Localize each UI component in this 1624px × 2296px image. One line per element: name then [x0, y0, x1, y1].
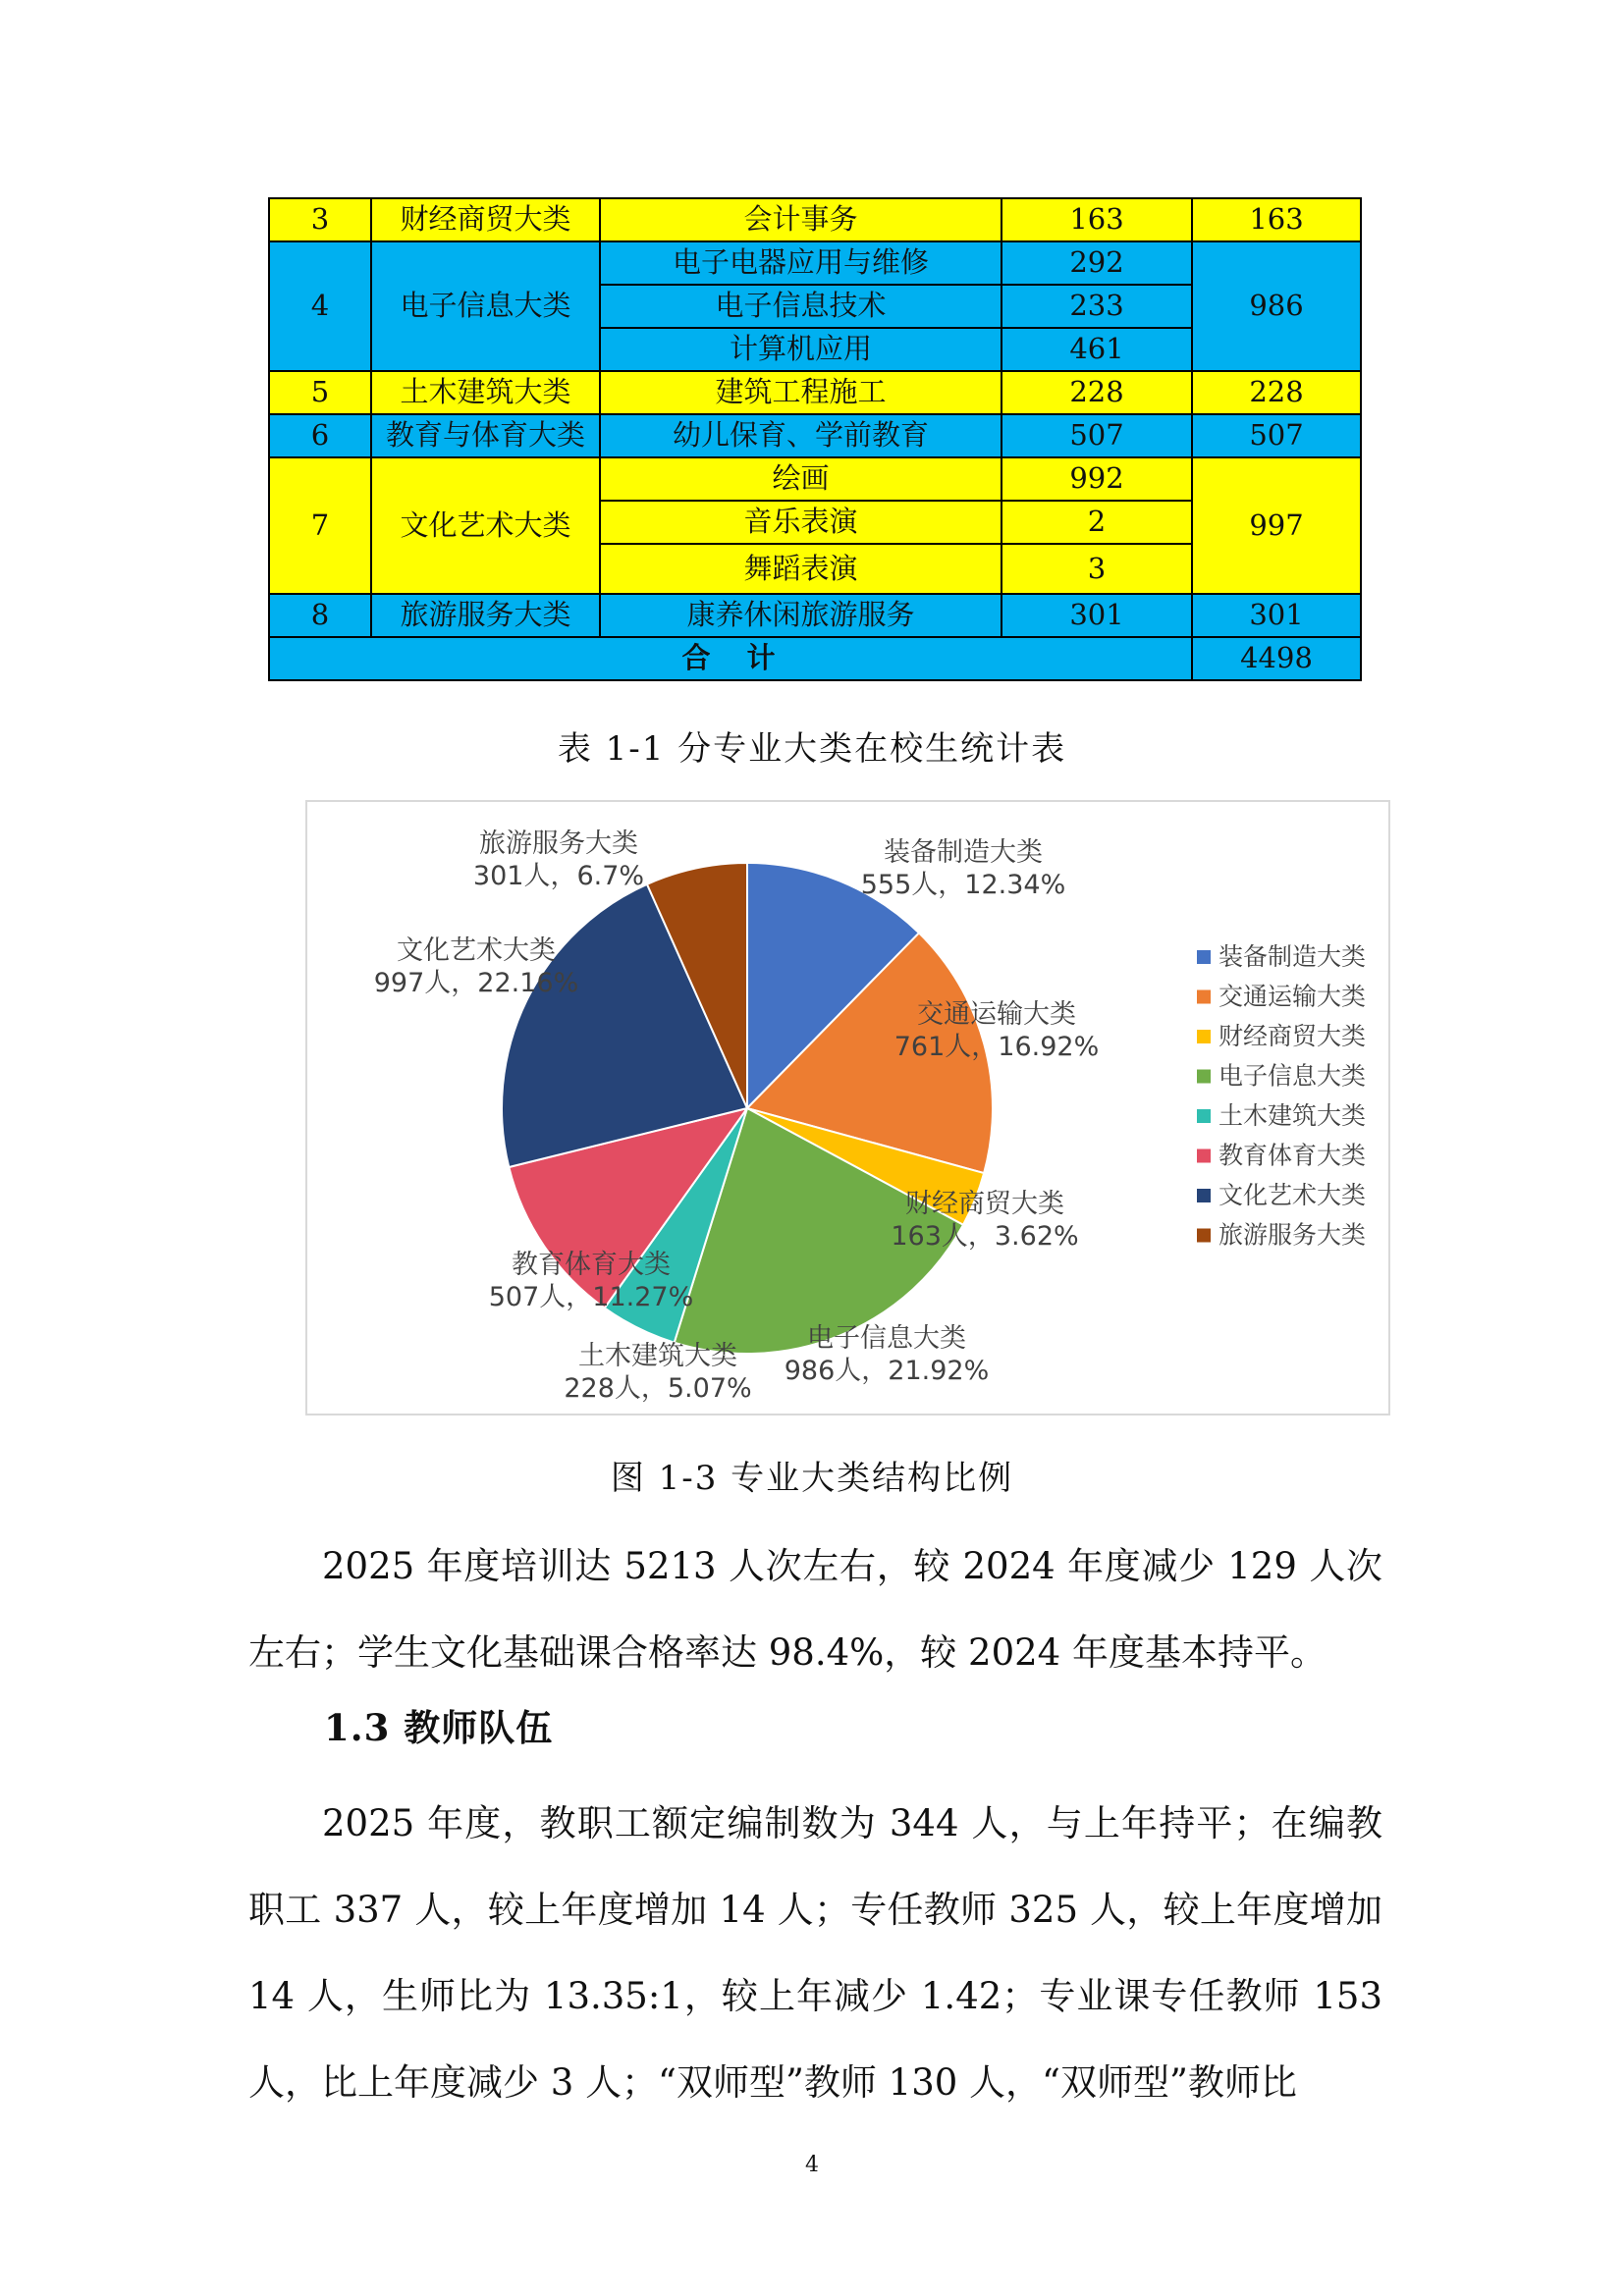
- cell-category-total: 986: [1192, 241, 1361, 371]
- cell-count: 461: [1001, 328, 1192, 371]
- enrollment-table: [268, 197, 1362, 681]
- cell-category-total: 163: [1192, 198, 1361, 241]
- data-label-value: 228人，5.07%: [564, 1373, 752, 1404]
- table-row: [269, 414, 1361, 457]
- table-caption: 表 1-1 分专业大类在校生统计表: [557, 729, 1067, 769]
- cell-count: 163: [1001, 198, 1192, 241]
- cell-count: 292: [1001, 241, 1192, 285]
- data-label-value: 986人，21.92%: [784, 1356, 990, 1386]
- cell-major: 幼儿保育、学前教育: [600, 414, 1001, 457]
- legend-swatch: [1197, 950, 1211, 964]
- legend-swatch: [1197, 1070, 1211, 1084]
- cell-major: 电子电器应用与维修: [600, 241, 1001, 285]
- paragraph-teachers: 2025 年度，教职工额定编制数为 344 人，与上年持平；在编教职工 337 人，较上年度增加 14 人；专任教师 325 人，较上年度增加 14 人，生师比为 13.35:1，较上年减少 1.42；专业课专任教师 153 人，比上年度减少 3 人；“双师型”教师 130 人，“双师型”教师比: [248, 1802, 1382, 2104]
- cell-category: 财经商贸大类: [371, 198, 600, 241]
- cell-category-total: 507: [1192, 414, 1361, 457]
- cell-category: 文化艺术大类: [371, 457, 600, 594]
- cell-number: 6: [269, 414, 371, 457]
- paragraph-training: 2025 年度培训达 5213 人次左右，较 2024 年度减少 129 人次左右；学生文化基础课合格率达 98.4%，较 2024 年度基本持平。: [248, 1545, 1382, 1674]
- cell-number: 7: [269, 457, 371, 594]
- cell-count: 3: [1001, 544, 1192, 594]
- data-label-category: 装备制造大类: [884, 837, 1043, 868]
- legend-label: 土木建筑大类: [1218, 1101, 1367, 1130]
- table-row: [269, 457, 1361, 501]
- legend-swatch: [1197, 1109, 1211, 1123]
- cell-category: 教育与体育大类: [371, 414, 600, 457]
- cell-major: 音乐表演: [600, 501, 1001, 544]
- legend-label: 财经商贸大类: [1218, 1022, 1367, 1050]
- data-label-category: 旅游服务大类: [479, 828, 638, 859]
- chart-caption: 图 1-3 专业大类结构比例: [610, 1459, 1014, 1498]
- data-label-value: 997人，22.16%: [373, 968, 579, 998]
- cell-major: 绘画: [600, 457, 1001, 501]
- data-label-category: 文化艺术大类: [397, 935, 556, 966]
- legend-swatch: [1197, 1189, 1211, 1202]
- cell-major: 舞蹈表演: [600, 544, 1001, 594]
- cell-major: 建筑工程施工: [600, 371, 1001, 414]
- cell-number: 3: [269, 198, 371, 241]
- cell-count: 233: [1001, 285, 1192, 328]
- cell-major: 电子信息技术: [600, 285, 1001, 328]
- table-sum-row: [269, 637, 1361, 680]
- cell-major: 会计事务: [600, 198, 1001, 241]
- table-row: [269, 241, 1361, 285]
- table-row: [269, 594, 1361, 637]
- cell-major: 康养休闲旅游服务: [600, 594, 1001, 637]
- cell-category-total: 997: [1192, 457, 1361, 594]
- cell-major: 计算机应用: [600, 328, 1001, 371]
- sum-total: 4498: [1192, 637, 1361, 680]
- data-label-value: 555人，12.34%: [860, 870, 1066, 900]
- cell-category: 电子信息大类: [371, 241, 600, 371]
- pie-chart: [305, 800, 1390, 1415]
- data-label-value: 301人，6.7%: [472, 861, 645, 891]
- cell-category: 旅游服务大类: [371, 594, 600, 637]
- cell-count: 2: [1001, 501, 1192, 544]
- cell-category: 土木建筑大类: [371, 371, 600, 414]
- data-label-value: 761人，16.92%: [893, 1032, 1100, 1062]
- cell-count: 992: [1001, 457, 1192, 501]
- cell-count: 507: [1001, 414, 1192, 457]
- table-row: [269, 198, 1361, 241]
- data-label-category: 交通运输大类: [917, 999, 1076, 1030]
- data-label-category: 教育体育大类: [512, 1250, 671, 1280]
- cell-number: 5: [269, 371, 371, 414]
- cell-count: 228: [1001, 371, 1192, 414]
- cell-number: 8: [269, 594, 371, 637]
- cell-number: 4: [269, 241, 371, 371]
- legend-label: 教育体育大类: [1218, 1141, 1367, 1170]
- legend-swatch: [1197, 1149, 1211, 1163]
- page-number: 4: [805, 2153, 819, 2177]
- table-row: [269, 371, 1361, 414]
- legend-label: 文化艺术大类: [1218, 1181, 1367, 1209]
- section-heading: 1.3 教师队伍: [324, 1706, 554, 1749]
- legend-swatch: [1197, 1229, 1211, 1243]
- cell-category-total: 228: [1192, 371, 1361, 414]
- legend-label: 旅游服务大类: [1218, 1220, 1367, 1250]
- legend-swatch: [1197, 990, 1211, 1004]
- data-label-category: 电子信息大类: [807, 1323, 966, 1354]
- data-label-value: 507人，11.27%: [488, 1282, 694, 1312]
- cell-category-total: 301: [1192, 594, 1361, 637]
- legend-label: 电子信息大类: [1218, 1061, 1367, 1091]
- cell-count: 301: [1001, 594, 1192, 637]
- legend-swatch: [1197, 1030, 1211, 1043]
- legend-label: 装备制造大类: [1218, 942, 1367, 971]
- data-label-value: 163人，3.62%: [891, 1221, 1079, 1252]
- data-label-category: 财经商贸大类: [905, 1189, 1064, 1219]
- data-label-category: 土木建筑大类: [578, 1341, 737, 1371]
- legend-label: 交通运输大类: [1218, 982, 1367, 1011]
- sum-label: 合 计: [269, 637, 1192, 680]
